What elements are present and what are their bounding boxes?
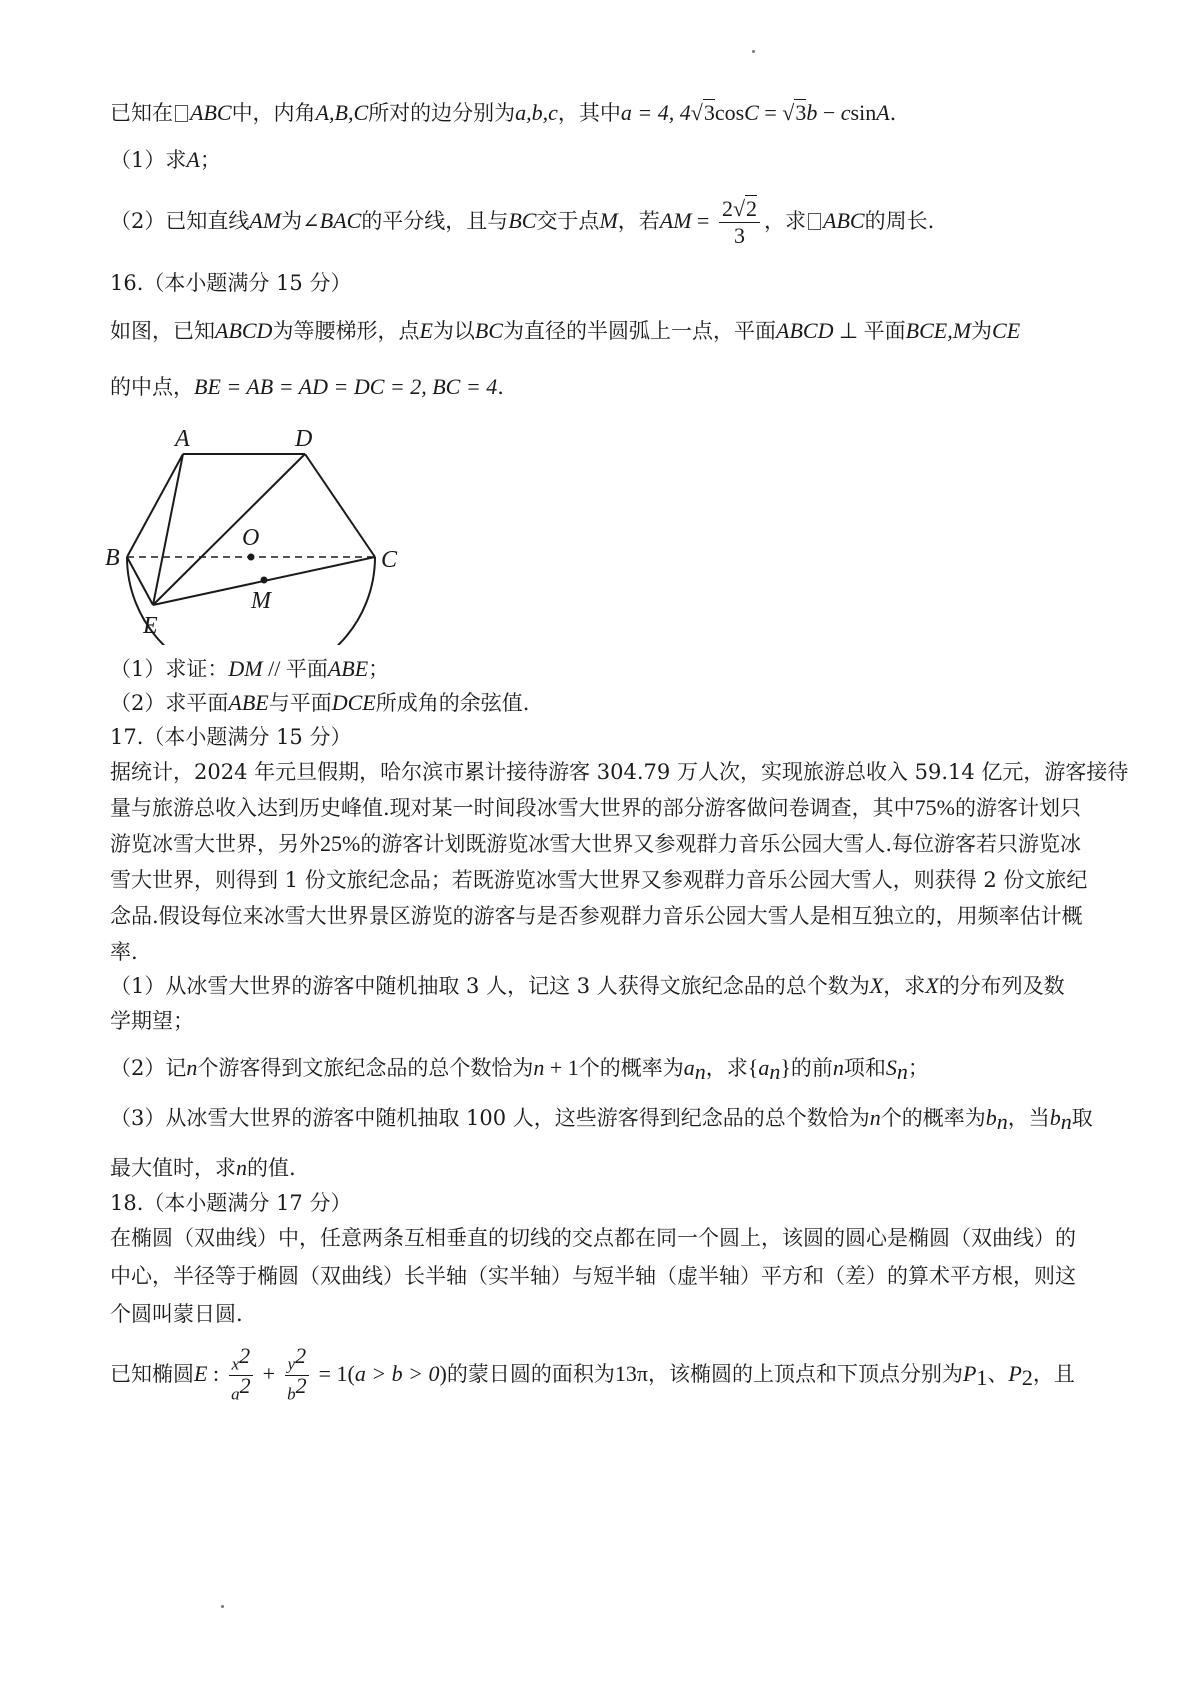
- math: S: [885, 1055, 897, 1080]
- math: n: [869, 1105, 881, 1130]
- text: 游览冰雪大世界，另外: [110, 832, 320, 856]
- text: ；: [368, 657, 390, 681]
- math: −: [817, 100, 841, 125]
- math: 2: [721, 196, 733, 221]
- math: C: [744, 100, 759, 125]
- q16-part1: [110, 654, 1100, 684]
- math: n: [533, 1055, 545, 1080]
- math-subscript: 1: [976, 1365, 988, 1390]
- math: BCE,M: [905, 318, 972, 343]
- text: 交于点: [536, 209, 600, 233]
- math: 25%: [320, 831, 361, 856]
- math-subscript: n: [694, 1059, 706, 1084]
- text: 最大值时，求: [110, 1156, 236, 1180]
- edge-be: [127, 557, 153, 605]
- math: 2: [746, 196, 758, 221]
- math: DM: [228, 656, 263, 681]
- text: 的游客计划只: [955, 796, 1081, 820]
- q16-stem-line1: [110, 316, 1100, 346]
- q17-stem-line4: 雪大世界，则得到 1 份文旅纪念品；若既游览冰雪大世界又参观群力音乐公园大雪人，则获得 2 份文旅纪: [110, 868, 1088, 892]
- label-d: D: [295, 426, 313, 452]
- edge-ab: [127, 454, 183, 557]
- math-superscript: 2: [239, 1343, 251, 1369]
- label-b: B: [105, 545, 120, 571]
- label-m: M: [251, 588, 271, 614]
- math: CE: [992, 318, 1021, 343]
- math: =: [691, 208, 715, 233]
- q18-stem-line2: 中心，半径等于椭圆（双曲线）长半轴（实半轴）与短半轴（虚半轴）平方和（差）的算术平方根，则这: [110, 1264, 1076, 1288]
- text: 的值.: [247, 1156, 296, 1180]
- math: ⊥: [833, 318, 864, 343]
- text: 量与旅游总收入达到历史峰值.现对某一时间段冰雪大世界的部分游客做问卷调查，其中: [110, 796, 915, 820]
- q17-stem-line5: 念品.假设每位来冰雪大世界景区游览的游客与是否参观群力音乐公园大雪人是相互独立的，用频率估计概: [110, 904, 1083, 928]
- text: 取: [1071, 1106, 1093, 1130]
- math: a = 4, 4: [620, 100, 691, 125]
- math: a: [683, 1055, 695, 1080]
- math: DCE: [331, 690, 376, 715]
- text: （1）从冰雪大世界的游客中随机抽取 3 人，记这 3 人获得文旅纪念品的总个数为: [110, 974, 870, 998]
- math: x: [231, 1355, 240, 1374]
- text: 的游客计划既游览冰雪大世界又参观群力音乐公园大雪人.每位游客若只游览冰: [360, 832, 1082, 856]
- math: BC: [508, 208, 537, 233]
- math: + 1: [544, 1055, 579, 1080]
- math: b: [1049, 1105, 1061, 1130]
- math: ABCD: [776, 318, 834, 343]
- text: 为直径的半圆弧上一点，平面: [503, 319, 777, 343]
- text: 为等腰梯形，点: [272, 319, 420, 343]
- q17-stem-line6: 率.: [110, 940, 138, 964]
- text: 所对的边分别为: [368, 101, 516, 125]
- q16-part2: [110, 688, 1100, 718]
- q17-part1: [110, 971, 1100, 1001]
- q18-header: 18.（本小题满分 17 分）: [110, 1191, 352, 1215]
- math: +: [257, 1361, 281, 1386]
- math: b: [287, 1384, 296, 1404]
- math: ABCD: [215, 318, 273, 343]
- math: cos: [714, 100, 745, 125]
- math: b: [985, 1105, 997, 1130]
- q17-header: 17.（本小题满分 15 分）: [110, 725, 352, 749]
- scan-speck: [221, 1605, 224, 1608]
- text: 中，内角: [231, 101, 316, 125]
- text: ，当: [1007, 1106, 1050, 1130]
- math: y: [287, 1355, 296, 1374]
- text: .: [497, 375, 504, 399]
- text: ，求: [883, 974, 926, 998]
- text: 个的概率为: [880, 1106, 986, 1130]
- math: :: [207, 1361, 225, 1386]
- q17-part2: [110, 1053, 1100, 1087]
- math: AM: [249, 208, 282, 233]
- text: 与平面: [268, 691, 332, 715]
- math: 13π: [614, 1361, 648, 1386]
- text: 平面: [285, 657, 328, 681]
- math: n: [186, 1055, 198, 1080]
- math: 75%: [914, 795, 955, 820]
- math: P: [1008, 1361, 1022, 1386]
- math: 3: [703, 100, 715, 125]
- text: 项和: [843, 1056, 886, 1080]
- q18-stem-line3: 个圆叫蒙日圆.: [110, 1302, 243, 1326]
- q15-stem: [110, 98, 1100, 128]
- fraction-x-over-a: [229, 1343, 254, 1404]
- text: 的周长.: [864, 209, 935, 233]
- math: a: [231, 1384, 240, 1404]
- math-subscript: 2: [1021, 1365, 1033, 1390]
- text: ，求: [764, 209, 807, 233]
- text: 为: [971, 319, 993, 343]
- math: = 1(: [313, 1361, 355, 1386]
- text: 平面: [863, 319, 906, 343]
- q18-stem-line4: [110, 1344, 1100, 1408]
- text: 个的概率为: [578, 1056, 684, 1080]
- text: ，若: [617, 209, 660, 233]
- point-m: [261, 577, 268, 584]
- edge-dc: [305, 454, 375, 557]
- text: （2）已知直线: [110, 209, 250, 233]
- q15-part1: [110, 145, 1100, 175]
- math-superscript: 2: [295, 1373, 307, 1398]
- text: 的前: [790, 1056, 833, 1080]
- math: AM: [659, 208, 692, 233]
- sqrt-expression: √3: [782, 100, 807, 125]
- text: 的分布列及数: [938, 974, 1065, 998]
- math-subscript: n: [769, 1059, 781, 1084]
- text: （3）从冰雪大世界的游客中随机抽取 100 人，这些游客得到纪念品的总个数恰为: [110, 1106, 870, 1130]
- math: BE = AB = AD = DC = 2, BC = 4: [194, 374, 498, 399]
- math: M: [599, 208, 618, 233]
- text: ，该椭圆的上顶点和下顶点分别为: [647, 1362, 963, 1386]
- fraction-y-over-b: [285, 1343, 310, 1404]
- math-superscript: 2: [295, 1343, 307, 1369]
- geometry-figure: [105, 420, 425, 645]
- math: X: [869, 973, 884, 998]
- label-c: C: [381, 547, 398, 573]
- label-a: A: [175, 426, 190, 452]
- text: 为以: [432, 319, 475, 343]
- math: c: [840, 100, 851, 125]
- math: n: [832, 1055, 844, 1080]
- text: 、: [987, 1362, 1009, 1386]
- q16-header: 16.（本小题满分 15 分）: [110, 271, 352, 295]
- triangle-symbol-icon: [175, 105, 188, 122]
- text: ，其中: [557, 101, 621, 125]
- math: ): [439, 1361, 447, 1386]
- triangle-symbol-icon: [808, 213, 821, 230]
- math: A,B,C: [315, 100, 369, 125]
- math-subscript: n: [896, 1059, 908, 1084]
- math: n: [236, 1155, 247, 1180]
- math: 3: [733, 223, 745, 248]
- math: a,b,c: [515, 100, 558, 125]
- q17-part1-cont: 学期望；: [110, 1009, 194, 1033]
- text: 如图，已知: [110, 319, 215, 343]
- text: （1）求: [110, 148, 187, 172]
- fraction: $\frac{2√2}{3}$: [719, 196, 760, 249]
- math: b: [806, 100, 818, 125]
- q17-part3: [110, 1103, 1100, 1137]
- scan-speck: [752, 50, 755, 53]
- text: 已知椭圆: [110, 1362, 194, 1386]
- text: 已知在: [110, 101, 173, 125]
- math: 3: [795, 100, 807, 125]
- math: BAC: [319, 208, 362, 233]
- math: A: [186, 147, 200, 172]
- math-subscript: n: [996, 1109, 1008, 1134]
- math: sin: [850, 100, 877, 125]
- math-superscript: 2: [239, 1373, 251, 1398]
- math: a > b > 0: [354, 1361, 440, 1386]
- math: }: [780, 1055, 791, 1080]
- q17-stem-line3: [110, 829, 1100, 859]
- math: //: [262, 656, 286, 681]
- text: 的蒙日圆的面积为: [446, 1362, 615, 1386]
- text: 的平分线，且与: [361, 209, 509, 233]
- text: 为∠: [281, 209, 320, 233]
- math: ABC: [190, 100, 232, 125]
- math: ABE: [228, 690, 269, 715]
- q17-stem-line1: 据统计，2024 年元旦假期，哈尔滨市累计接待游客 304.79 万人次，实现旅游总收入 59.14 亿元，游客接待: [110, 760, 1129, 784]
- math: ABC: [823, 208, 865, 233]
- text: .: [889, 101, 897, 125]
- label-e: E: [143, 613, 158, 639]
- math: =: [758, 100, 783, 125]
- edge-ae: [153, 454, 183, 605]
- text: （2）求平面: [110, 691, 229, 715]
- math: E: [419, 318, 433, 343]
- label-o: O: [242, 525, 260, 551]
- text: ，求: [705, 1056, 748, 1080]
- q15-part2: [110, 194, 1100, 249]
- math: E: [194, 1361, 208, 1386]
- math: a: [758, 1055, 770, 1080]
- text: 个游客得到文旅纪念品的总个数恰为: [197, 1056, 534, 1080]
- math-subscript: n: [1060, 1109, 1072, 1134]
- math: X: [925, 973, 939, 998]
- text: ；: [199, 148, 221, 172]
- math: P: [962, 1361, 977, 1386]
- text: ，且: [1032, 1362, 1075, 1386]
- text: （1）求证：: [110, 657, 229, 681]
- edge-de: [153, 454, 305, 605]
- q17-part3-cont: [110, 1153, 1100, 1183]
- text: ；: [907, 1056, 929, 1080]
- sqrt-expression: √3: [690, 100, 715, 125]
- text: 所成角的余弦值.: [375, 691, 530, 715]
- q16-stem-line2: [110, 372, 1100, 402]
- math: ABE: [327, 656, 369, 681]
- text: （2）记: [110, 1056, 187, 1080]
- math: {: [747, 1055, 759, 1080]
- text: 的中点，: [110, 375, 194, 399]
- point-o: [248, 554, 255, 561]
- q18-stem-line1: 在椭圆（双曲线）中，任意两条互相垂直的切线的交点都在同一个圆上，该圆的圆心是椭圆（双曲线）的: [110, 1226, 1076, 1250]
- q17-stem-line2: [110, 793, 1100, 823]
- math: A: [876, 100, 890, 125]
- math: BC: [474, 318, 504, 343]
